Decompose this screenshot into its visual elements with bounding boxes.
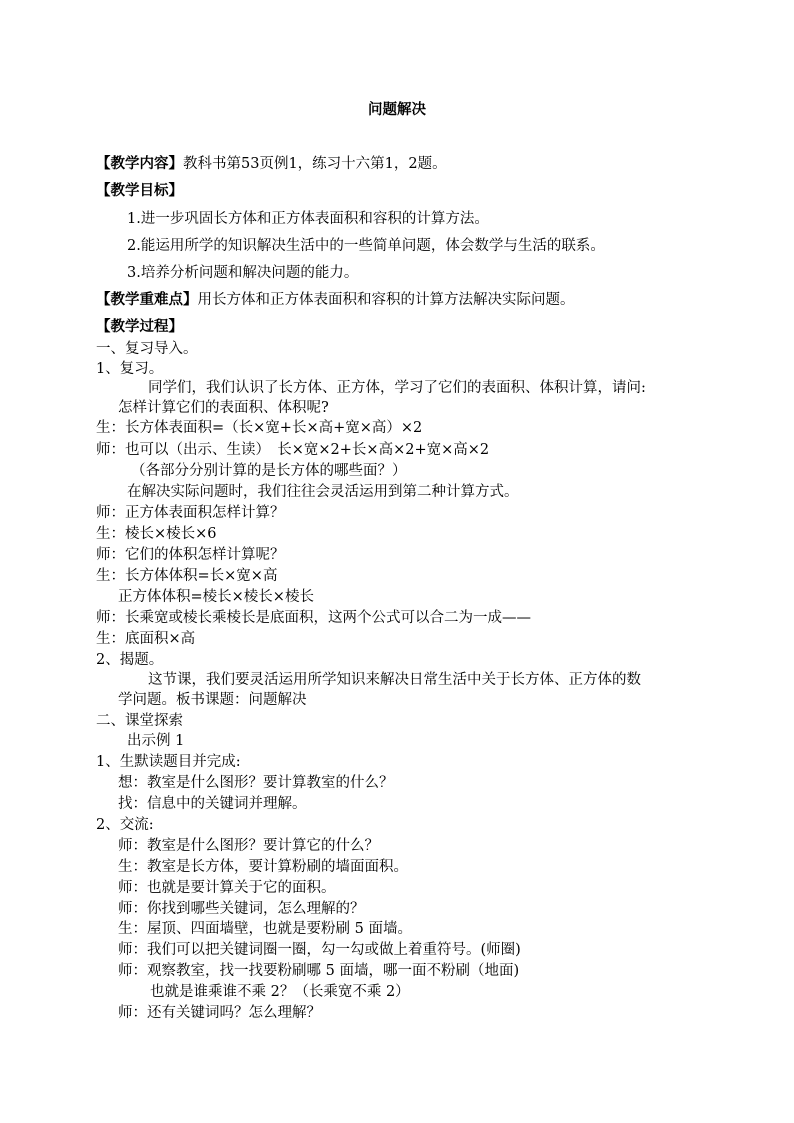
teaching-goal-3: 3.培养分析问题和解决问题的能力。 <box>127 265 359 281</box>
process-line: 1、生默读题目并完成: <box>96 754 241 770</box>
process-line: 2、揭题。 <box>96 652 164 668</box>
process-line: 师：它们的体积怎样计算呢？ <box>96 547 285 563</box>
process-line: 生：棱长×棱长×6 <box>96 526 217 542</box>
teaching-goal-1: 1.进一步巩固长方体和正方体表面积和容积的计算方法。 <box>127 211 489 227</box>
teaching-content-label: 【教学内容】 <box>96 155 183 172</box>
process-line: （各部分分别计算的是长方体的哪些面？） <box>131 463 407 479</box>
process-line: 生：教室是长方体，要计算粉刷的墙面面积。 <box>118 859 408 875</box>
process-line: 正方体体积=棱长×棱长×棱长 <box>118 589 314 605</box>
process-line: 生：长方体表面积=（长×宽+长×高+宽×高）×2 <box>96 420 423 436</box>
teaching-content-line <box>96 154 447 174</box>
process-line: 学问题。板书课题：问题解决 <box>118 692 307 708</box>
process-line: 师：还有关键词吗？怎么理解？ <box>118 1005 321 1021</box>
process-line: 师：我们可以把关键词圈一圈，勾一勾或做上着重符号。(师圈) <box>118 942 521 958</box>
process-line: 师：教室是什么图形？要计算它的什么？ <box>118 838 379 854</box>
process-line: 也就是谁乘谁不乘 2？（长乘宽不乘 2） <box>150 984 410 1000</box>
process-line: 生：底面积×高 <box>96 631 196 647</box>
process-line: 师：观察教室，找一找要粉刷哪 5 面墙，哪一面不粉刷（地面) <box>118 963 520 979</box>
teaching-goal-2: 2.能运用所学的知识解决生活中的一些简单问题，体会数学与生活的联系。 <box>127 238 605 254</box>
key-points-line <box>96 290 575 310</box>
process-line: 在解决实际问题时，我们往往会灵活运用到第二种计算方式。 <box>127 484 519 500</box>
process-line: 生：屋顶、四面墙壁，也就是要粉刷 5 面墙。 <box>118 921 412 937</box>
teaching-goals-label: 【教学目标】 <box>96 182 183 199</box>
teaching-process-label: 【教学过程】 <box>96 318 183 335</box>
process-line: 师：长乘宽或棱长乘棱长是底面积，这两个公式可以合二为一成—— <box>96 610 531 626</box>
process-line: 这节课，我们要灵活运用所学知识来解决日常生活中关于长方体、正方体的数 <box>148 672 641 688</box>
key-points-label: 【教学重难点】 <box>96 291 198 308</box>
process-line: 师：正方体表面积怎样计算？ <box>96 505 285 521</box>
process-line: 生：长方体体积=长×宽×高 <box>96 568 278 584</box>
teaching-content-text: 教科书第53页例1，练习十六第1，2题。 <box>183 156 447 172</box>
process-line: 二、课堂探索 <box>96 713 183 729</box>
process-line: 师：也可以（出示、生读） 长×宽×2+长×高×2+宽×高×2 <box>96 442 490 458</box>
process-line: 找：信息中的关键词并理解。 <box>118 796 307 812</box>
process-line: 同学们，我们认识了长方体、正方体，学习了它们的表面积、体积计算，请问: <box>148 380 646 396</box>
process-line: 出示例 1 <box>127 733 185 749</box>
process-line: 师：也就是要计算关于它的面积。 <box>118 880 336 896</box>
process-line: 1、复习。 <box>96 361 164 377</box>
document-title: 问题解决 <box>368 101 426 118</box>
process-line: 师：你找到哪些关键词，怎么理解的？ <box>118 901 365 917</box>
key-points-text: 用长方体和正方体表面积和容积的计算方法解决实际问题。 <box>197 292 575 308</box>
process-line: 想：教室是什么图形？要计算教室的什么？ <box>118 775 394 791</box>
process-line: 一、复习导入。 <box>96 341 198 357</box>
process-line: 2、交流: <box>96 817 154 833</box>
process-line: 怎样计算它们的表面积、体积呢? <box>118 400 329 416</box>
